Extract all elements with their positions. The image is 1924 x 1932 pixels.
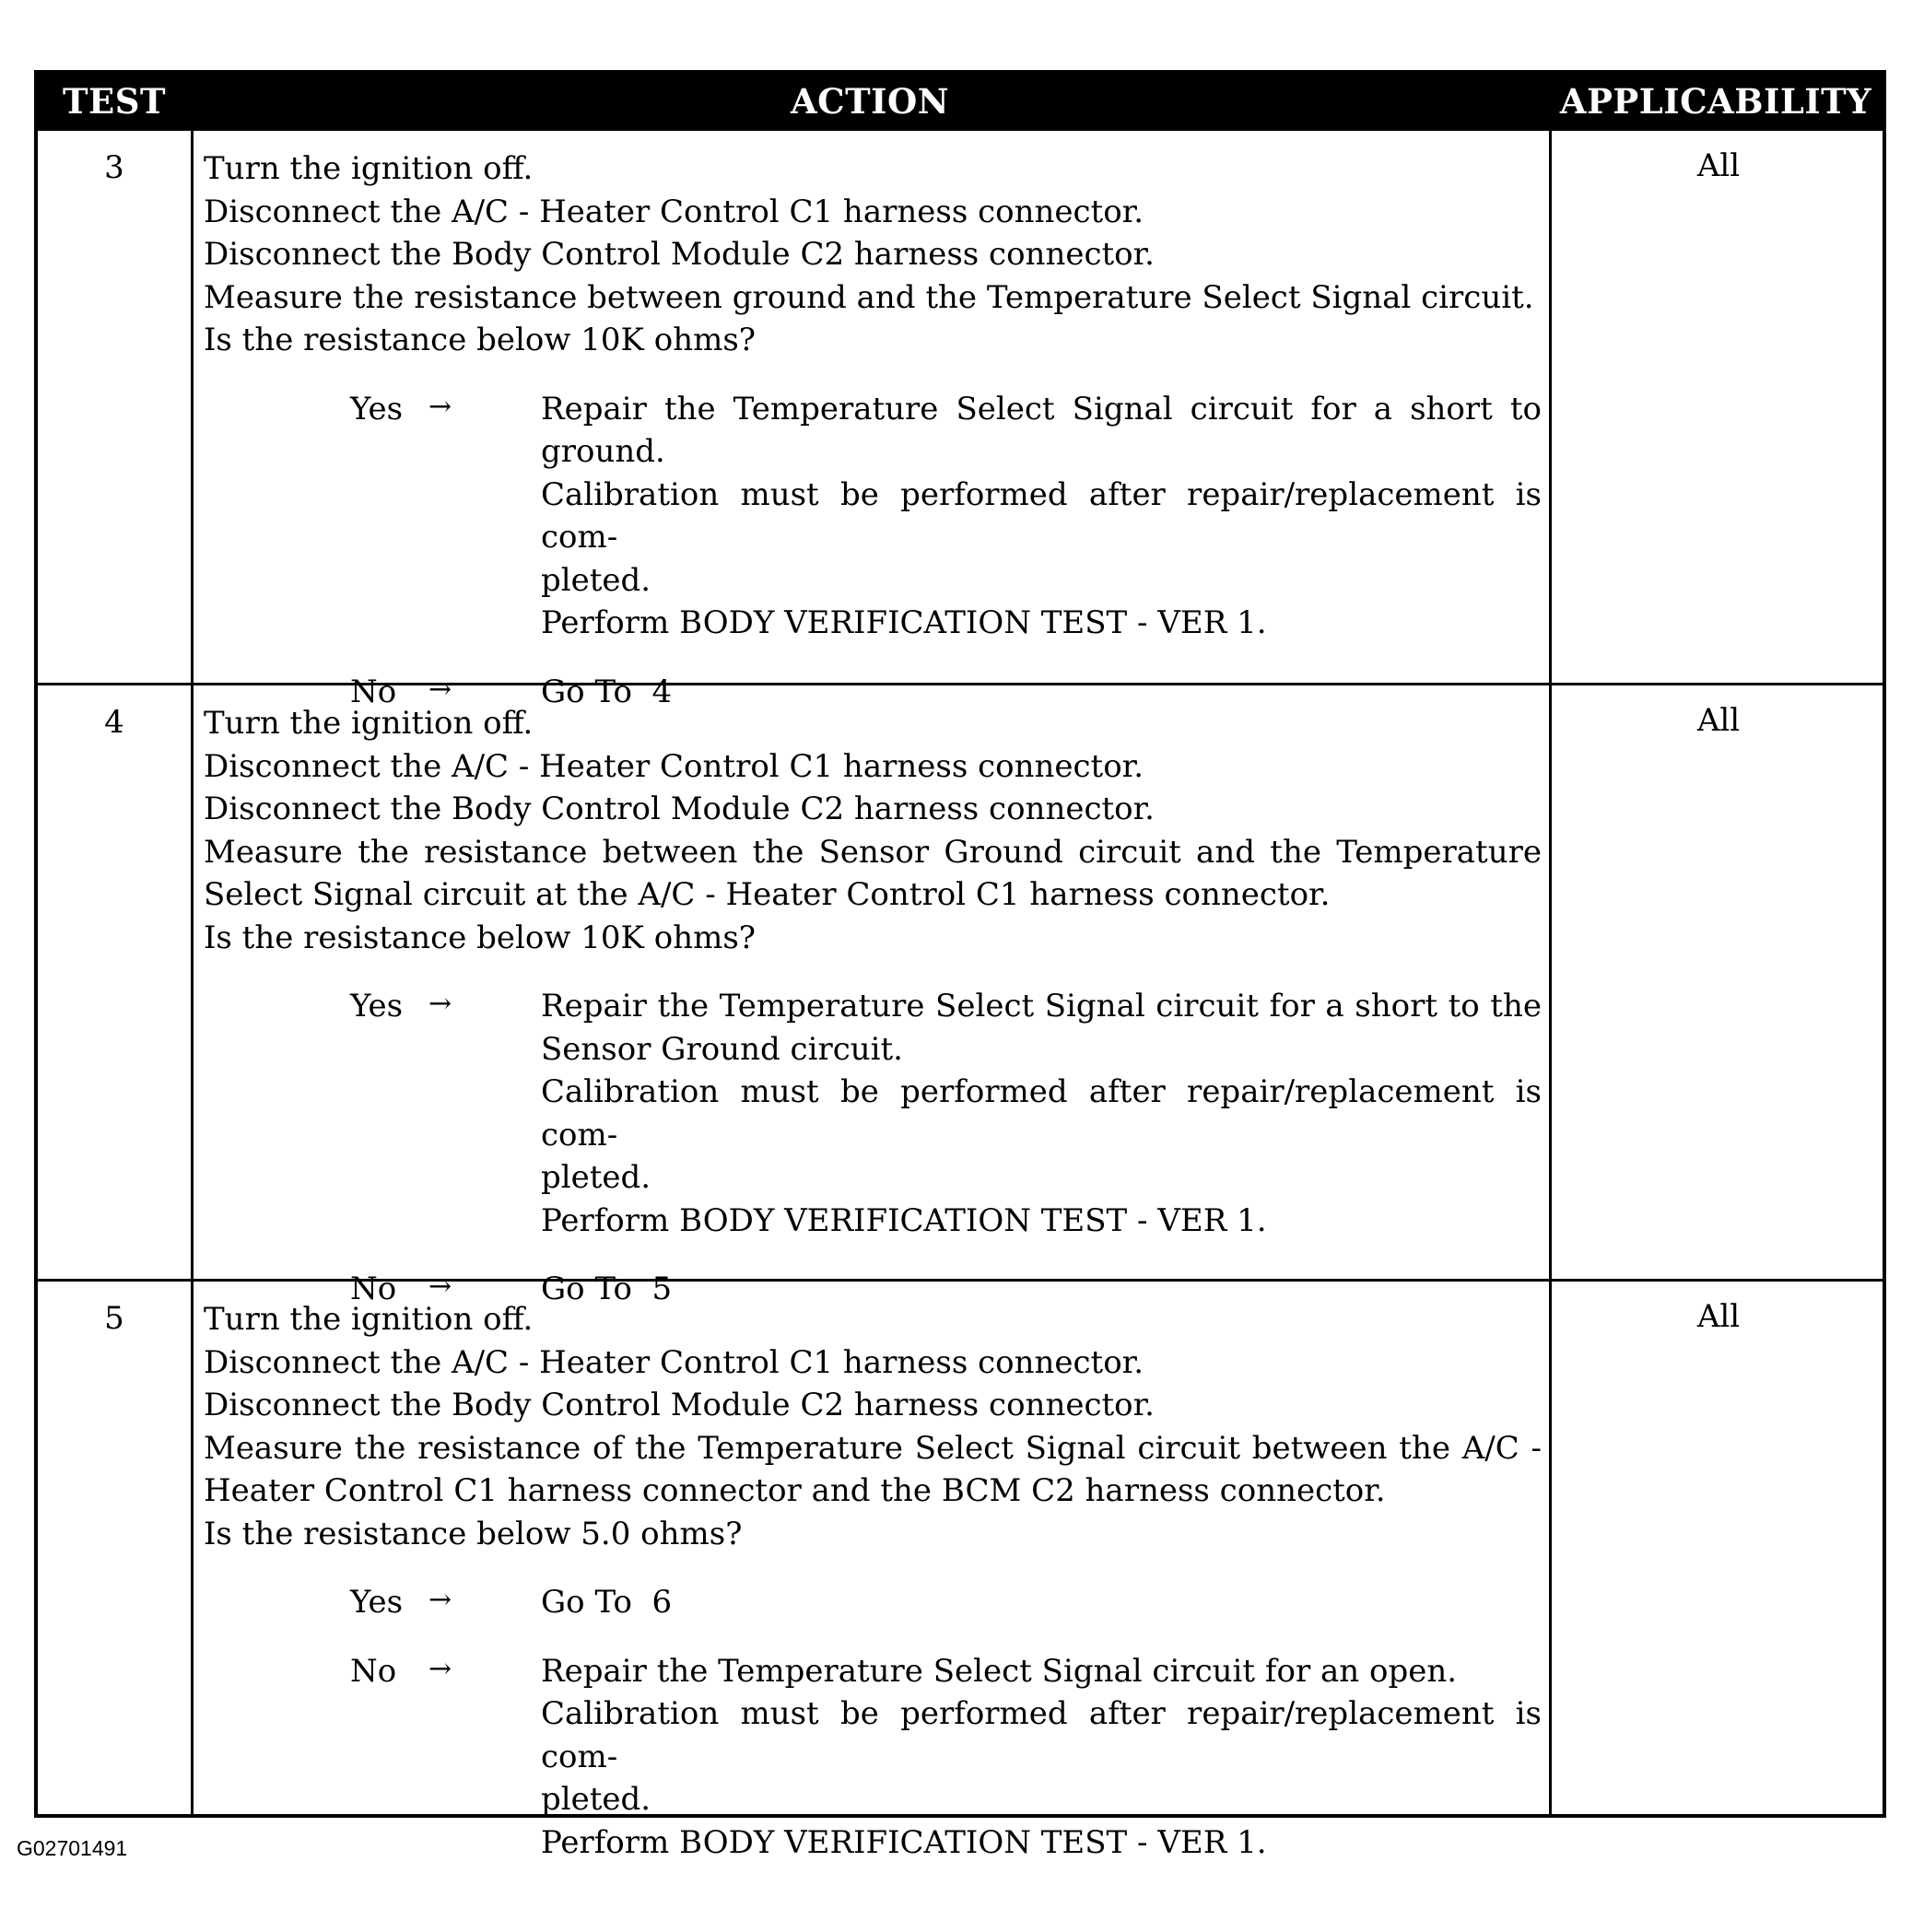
answer-line: Repair the Temperature Select Signal circuit for an open. [541, 1652, 1458, 1690]
answer-line: pleted. [541, 1159, 651, 1196]
test-number: 3 [104, 149, 124, 186]
instruction-line: Turn the ignition off. [204, 705, 534, 742]
question-line: Is the resistance below 10K ohms? [204, 322, 757, 358]
column-divider [1549, 131, 1552, 1814]
yes-branch [204, 388, 1542, 645]
instruction-line: Turn the ignition off. [204, 150, 534, 187]
yes-label: Yes [350, 988, 404, 1025]
instruction-line: Disconnect the Body Control Module C2 harness connector. [204, 1387, 1155, 1423]
action-cell [204, 702, 1542, 1311]
arrow-right-icon: → [428, 1584, 452, 1616]
test-number: 5 [104, 1300, 124, 1337]
instruction-line: Measure the resistance between the Sensor Ground circuit and the Temperature [204, 833, 1542, 871]
instruction-line: Disconnect the A/C - Heater Control C1 harness connector. [204, 747, 1144, 785]
yes-label: Yes [350, 1584, 404, 1621]
action-cell [204, 1298, 1542, 1864]
no-branch [204, 1650, 1542, 1865]
answer-line: Sensor Ground circuit. [541, 1030, 903, 1068]
answer-line: Calibration must be performed after repair/replacement is com- [541, 475, 1542, 556]
header-applicability: APPLICABILITY [1559, 81, 1872, 122]
instruction-line: Disconnect the Body Control Module C2 harness connector. [204, 236, 1155, 273]
yes-branch [204, 1581, 1542, 1624]
instruction-line: Select Signal circuit at the A/C - Heater Control C1 harness connector. [204, 876, 1331, 913]
goto-line: Go To 5 [541, 1270, 673, 1307]
table-header [38, 74, 1883, 131]
answer-line: Perform BODY VERIFICATION TEST - VER 1. [541, 1823, 1267, 1861]
answer-line: pleted. [541, 561, 651, 599]
answer-line: ground. [541, 433, 665, 470]
header-action: ACTION [790, 81, 950, 122]
answer-line: Perform BODY VERIFICATION TEST - VER 1. [541, 1201, 1267, 1239]
yes-label: Yes [350, 390, 404, 427]
arrow-right-icon: → [428, 673, 452, 706]
goto-line: Go To 4 [541, 673, 673, 710]
no-label: No [350, 1270, 397, 1307]
no-label: No [350, 1652, 397, 1690]
column-divider [191, 131, 194, 1814]
answer-line: Calibration must be performed after repair/replacement is com- [541, 1695, 1542, 1775]
instruction-line: Turn the ignition off. [204, 1301, 534, 1338]
arrow-right-icon: → [428, 1270, 452, 1303]
table-row-test-3 [38, 131, 1883, 710]
header-test: TEST [63, 81, 166, 122]
applicability-value: All [1696, 702, 1741, 739]
no-label: No [350, 673, 397, 710]
instruction-line: Measure the resistance of the Temperature Select Signal circuit between the A/C - [204, 1429, 1542, 1467]
instruction-line: Disconnect the Body Control Module C2 harness connector. [204, 790, 1155, 827]
table-row-test-4 [38, 683, 1883, 1307]
answer-line: Repair the Temperature Select Signal circuit for a short to [541, 390, 1542, 427]
yes-branch [204, 985, 1542, 1242]
instruction-line: Heater Control C1 harness connector and the BCM C2 harness connector. [204, 1472, 1386, 1509]
answer-line: Calibration must be performed after repair/replacement is com- [541, 1073, 1542, 1153]
test-number: 4 [104, 704, 124, 741]
applicability-value: All [1696, 147, 1741, 184]
question-line: Is the resistance below 5.0 ohms? [204, 1515, 743, 1552]
arrow-right-icon: → [428, 390, 452, 423]
question-line: Is the resistance below 10K ohms? [204, 919, 757, 956]
goto-line: Go To 6 [541, 1584, 673, 1621]
arrow-right-icon: → [428, 1652, 452, 1685]
action-cell [204, 147, 1542, 713]
instruction-line: Disconnect the A/C - Heater Control C1 harness connector. [204, 193, 1144, 230]
figure-id: G02701491 [17, 1836, 128, 1860]
instruction-line: Disconnect the A/C - Heater Control C1 harness connector. [204, 1343, 1144, 1381]
answer-line: Repair the Temperature Select Signal circuit for a short to the [541, 988, 1542, 1025]
answer-line: Perform BODY VERIFICATION TEST - VER 1. [541, 604, 1267, 641]
answer-line: pleted. [541, 1781, 651, 1818]
instruction-line: Measure the resistance between ground and the Temperature Select Signal circuit. [204, 278, 1534, 316]
applicability-value: All [1696, 1298, 1741, 1335]
arrow-right-icon: → [428, 988, 452, 1020]
